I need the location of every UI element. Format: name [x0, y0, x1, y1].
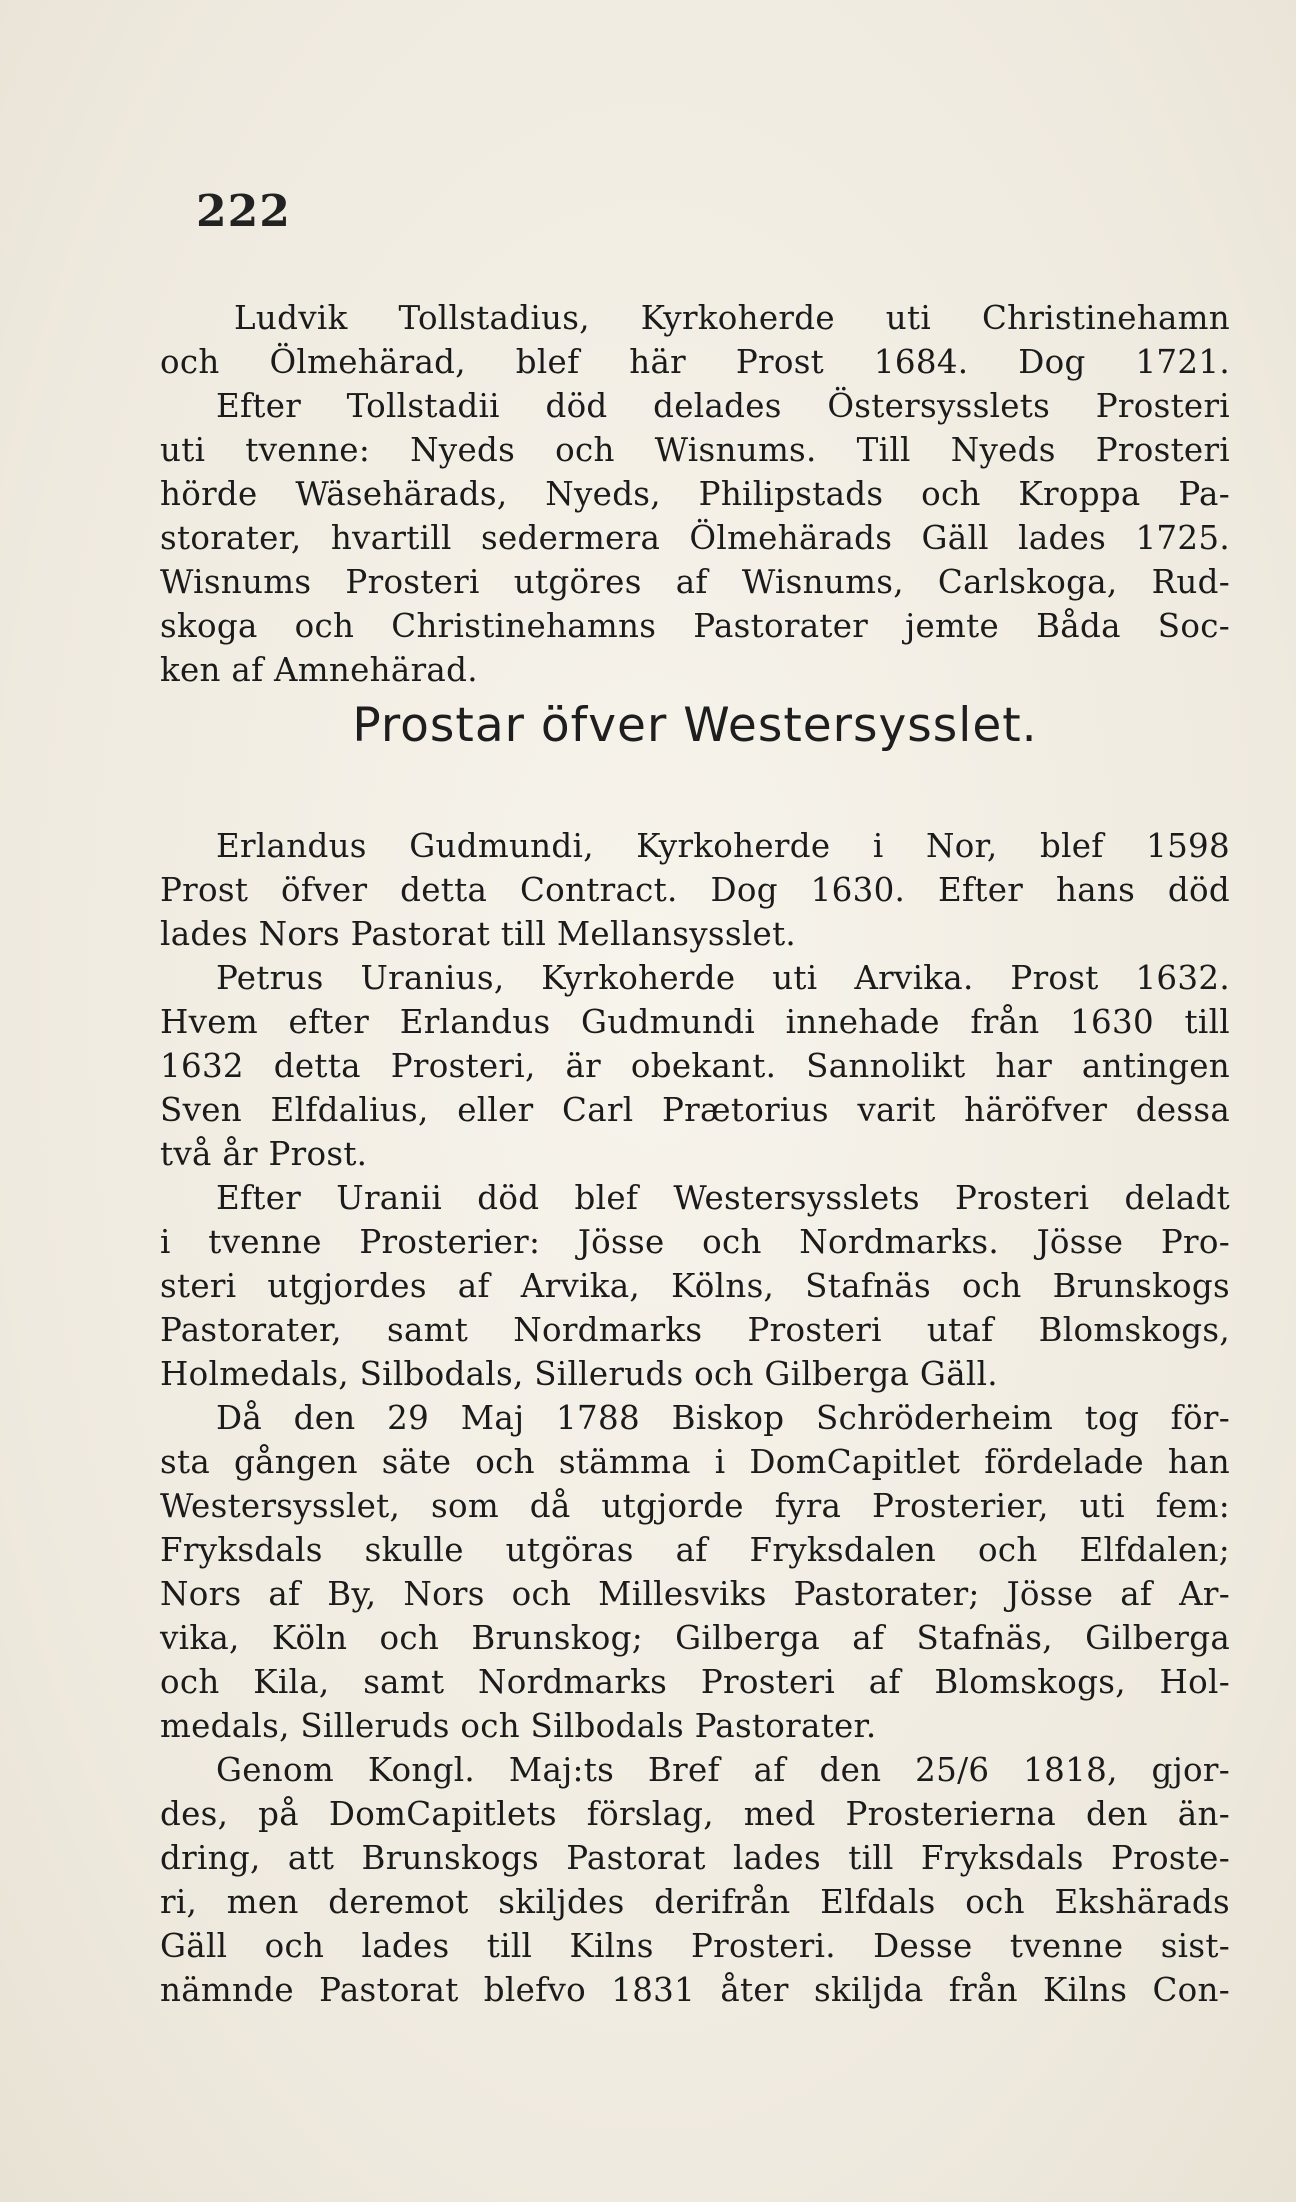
section-heading: Prostar öfver Westersysslet.: [352, 698, 1038, 753]
text-line: 1632 detta Prosteri, är obekant. Sannolikt har antingen: [160, 1047, 1230, 1085]
text-line: ken af Amnehärad.: [160, 651, 478, 689]
text-line: vika, Köln och Brunskog; Gilberga af Stafnäs, Gilberga: [160, 1619, 1230, 1657]
text-line: skoga och Christinehamns Pastorater jemte Båda Soc-: [160, 607, 1230, 645]
text-line: Hvem efter Erlandus Gudmundi innehade från 1630 till: [160, 1003, 1230, 1041]
text-line: des, på DomCapitlets förslag, med Prosterierna den än-: [160, 1795, 1230, 1833]
text-line: Wisnums Prosteri utgöres af Wisnums, Carlskoga, Rud-: [160, 563, 1230, 601]
text-line: Ludvik Tollstadius, Kyrkoherde uti Christinehamn: [234, 299, 1230, 337]
text-line: uti tvenne: Nyeds och Wisnums. Till Nyeds Prosteri: [160, 431, 1230, 469]
text-line: Då den 29 Maj 1788 Biskop Schröderheim tog för-: [216, 1399, 1230, 1437]
section-body: [160, 824, 1230, 2012]
text-line: Genom Kongl. Maj:ts Bref af den 25/6 1818, gjor-: [216, 1751, 1230, 1789]
text-line: Prost öfver detta Contract. Dog 1630. Efter hans död: [160, 871, 1230, 909]
text-line: och Kila, samt Nordmarks Prosteri af Blomskogs, Hol-: [160, 1663, 1230, 1701]
text-line: storater, hvartill sedermera Ölmehärads Gäll lades 1725.: [160, 519, 1230, 557]
text-line: Efter Uranii död blef Westersysslets Prosteri deladt: [216, 1179, 1230, 1217]
text-line: Westersysslet, som då utgjorde fyra Prosterier, uti fem:: [160, 1487, 1230, 1525]
text-line: Efter Tollstadii död delades Östersysslets Prosteri: [216, 387, 1230, 425]
text-line: medals, Silleruds och Silbodals Pastorater.: [160, 1707, 877, 1745]
text-line: sta gången säte och stämma i DomCapitlet fördelade han: [160, 1443, 1230, 1481]
page-number: 222: [196, 186, 291, 237]
text-line: Fryksdals skulle utgöras af Fryksdalen och Elfdalen;: [160, 1531, 1230, 1569]
text-line: Pastorater, samt Nordmarks Prosteri utaf Blomskogs,: [160, 1311, 1230, 1349]
text-line: ri, men deremot skiljdes derifrån Elfdals och Ekshärads: [160, 1883, 1230, 1921]
text-line: nämnde Pastorat blefvo 1831 åter skiljda från Kilns Con-: [160, 1971, 1230, 2009]
text-line: Erlandus Gudmundi, Kyrkoherde i Nor, blef 1598: [216, 827, 1230, 865]
text-line: Sven Elfdalius, eller Carl Prætorius varit häröfver dessa: [160, 1091, 1230, 1129]
text-line: Holmedals, Silbodals, Silleruds och Gilberga Gäll.: [160, 1355, 998, 1393]
text-line: steri utgjordes af Arvika, Kölns, Stafnäs och Brunskogs: [160, 1267, 1230, 1305]
text-line: lades Nors Pastorat till Mellansysslet.: [160, 915, 797, 953]
text-line: Petrus Uranius, Kyrkoherde uti Arvika. Prost 1632.: [216, 959, 1230, 997]
text-line: i tvenne Prosterier: Jösse och Nordmarks. Jösse Pro-: [160, 1223, 1230, 1261]
text-line: två år Prost.: [160, 1135, 368, 1173]
text-line: Nors af By, Nors och Millesviks Pastorater; Jösse af Ar-: [160, 1575, 1230, 1613]
intro-paragraph: [160, 296, 1230, 692]
text-line: dring, att Brunskogs Pastorat lades till Fryksdals Proste-: [160, 1839, 1230, 1877]
text-line: hörde Wäsehärads, Nyeds, Philipstads och Kroppa Pa-: [160, 475, 1230, 513]
text-line: och Ölmehärad, blef här Prost 1684. Dog 1721.: [160, 343, 1230, 381]
text-line: Gäll och lades till Kilns Prosteri. Desse tvenne sist-: [160, 1927, 1230, 1965]
